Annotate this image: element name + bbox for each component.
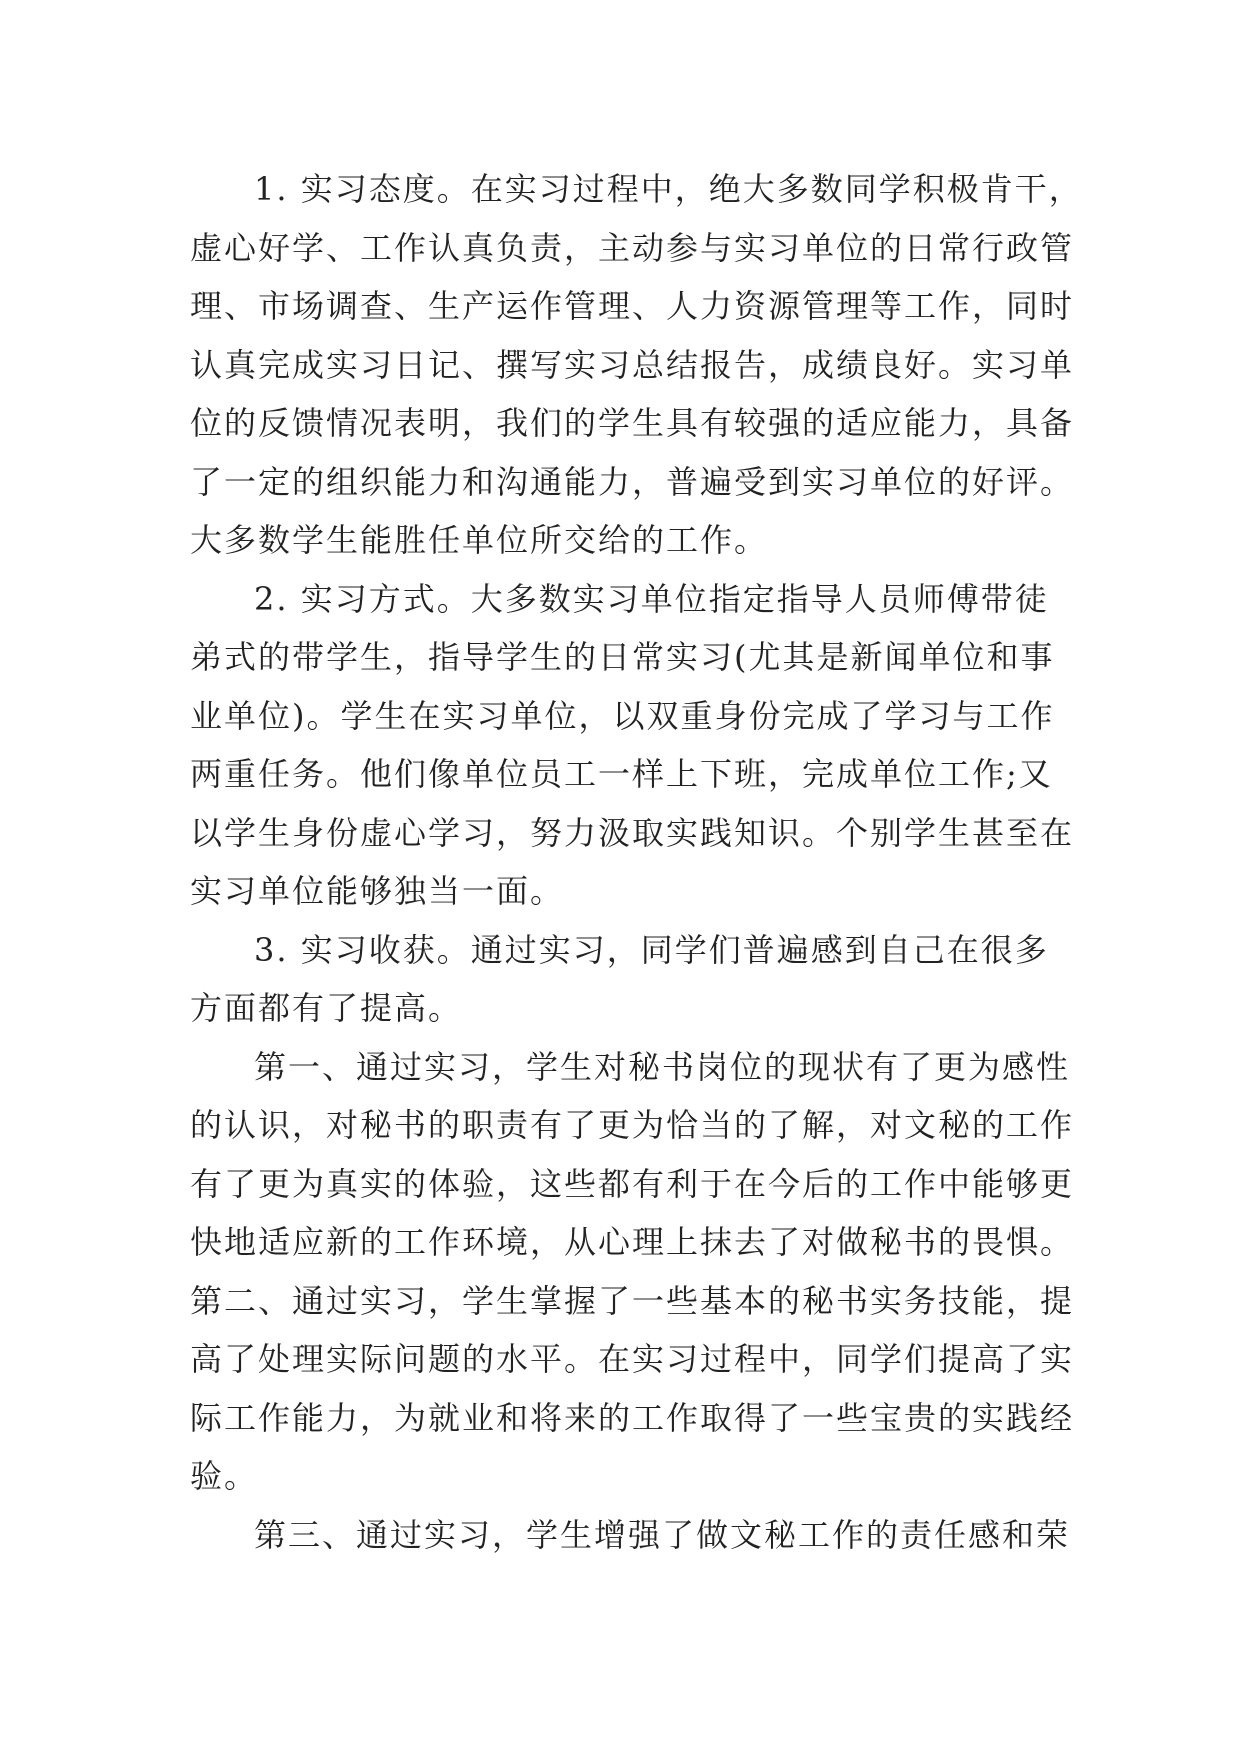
text-line: 以学生身份虚心学习，努力汲取实践知识。个别学生甚至在 [190, 813, 1075, 852]
text-line: 方面都有了提高。 [190, 989, 463, 1027]
text-line: 理、市场调查、生产运作管理、人力资源管理等工作，同时 [190, 287, 1075, 325]
text-line: 2. 实习方式。大多数实习单位指定指导人员师傅带徒 [254, 579, 1049, 618]
text-line: 两重任务。他们像单位员工一样上下班，完成单位工作;又 [190, 755, 1053, 793]
text-line: 位的反馈情况表明，我们的学生具有较强的适应能力，具备 [190, 404, 1075, 442]
text-line: 1. 实习态度。在实习过程中，绝大多数同学积极肯干， [254, 170, 1083, 208]
text-line: 际工作能力，为就业和将来的工作取得了一些宝贵的实践经 [190, 1398, 1075, 1437]
text-line: 业单位)。学生在实习单位，以双重身份完成了学习与工作 [190, 696, 1055, 735]
text-line: 弟式的带学生，指导学生的日常实习(尤其是新闻单位和事 [190, 638, 1055, 676]
text-line: 认真完成实习日记、撰写实习总结报告，成绩良好。实习单 [190, 345, 1075, 384]
text-line: 的认识，对秘书的职责有了更为恰当的了解，对文秘的工作 [190, 1106, 1075, 1144]
text-line: 第三、通过实习，学生增强了做文秘工作的责任感和荣 [254, 1515, 1071, 1554]
text-line: 了一定的组织能力和沟通能力，普遍受到实习单位的好评。 [190, 462, 1075, 501]
text-line: 大多数学生能胜任单位所交给的工作。 [190, 521, 769, 559]
text-line: 第二、通过实习，学生掌握了一些基本的秘书实务技能，提 [190, 1281, 1075, 1320]
text-line: 3. 实习收获。通过实习，同学们普遍感到自己在很多 [254, 930, 1049, 969]
text-line: 第一、通过实习，学生对秘书岗位的现状有了更为感性 [254, 1047, 1071, 1086]
text-line: 实习单位能够独当一面。 [190, 872, 565, 910]
document-body [190, 160, 1083, 1564]
text-line: 虚心好学、工作认真负责，主动参与实习单位的日常行政管 [190, 228, 1075, 267]
text-line: 高了处理实际问题的水平。在实习过程中，同学们提高了实 [190, 1340, 1075, 1378]
text-line: 验。 [190, 1457, 259, 1495]
text-line: 快地适应新的工作环境，从心理上抹去了对做秘书的畏惧。 [190, 1223, 1075, 1261]
text-line: 有了更为真实的体验，这些都有利于在今后的工作中能够更 [190, 1164, 1075, 1203]
